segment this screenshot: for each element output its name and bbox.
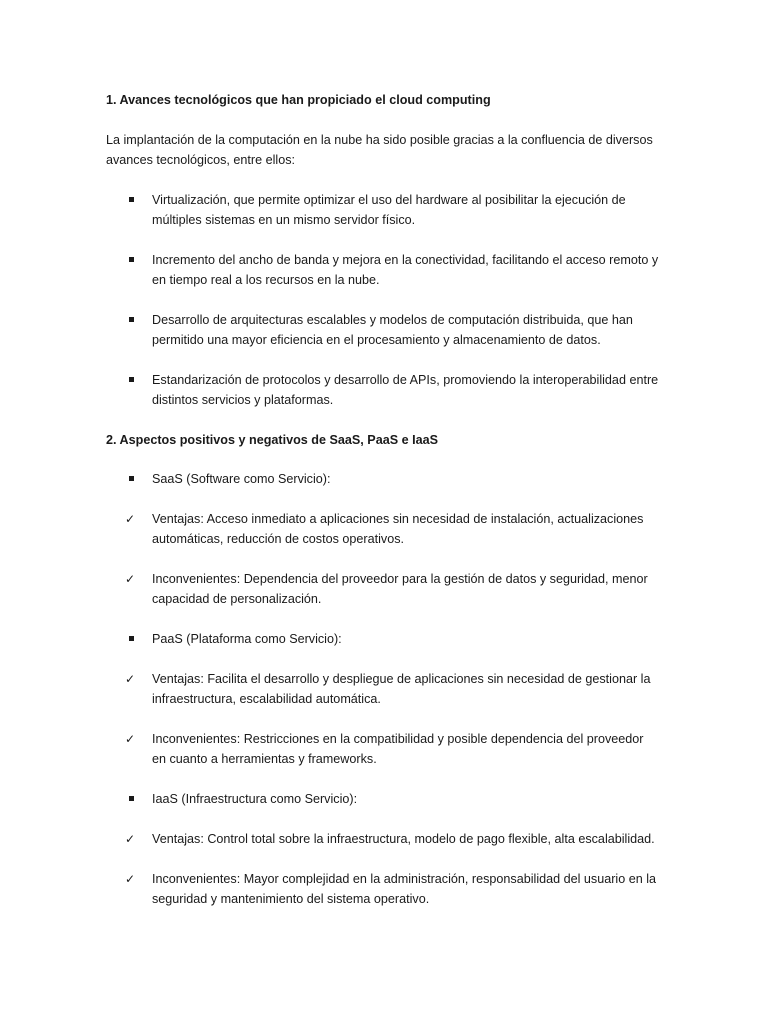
section-1-list: [106, 190, 666, 410]
checkmark-icon: ✓: [125, 732, 136, 746]
intro-line: La implantación de la computación en la nube ha sido posible gracias a la confluencia de diversos: [106, 133, 653, 147]
document-body: [106, 90, 666, 909]
square-bullet-icon: [126, 789, 142, 809]
section-2-heading: 2. Aspectos positivos y negativos de SaaS, PaaS e IaaS: [106, 433, 439, 447]
checkmark-icon: ✓: [125, 512, 136, 526]
square-bullet-icon: [126, 469, 142, 489]
checkmark-icon: ✓: [125, 872, 136, 886]
list-item-line: Desarrollo de arquitecturas escalables y modelos de computación distribuida, que han: [152, 313, 633, 327]
list-item-line: PaaS (Plataforma como Servicio):: [152, 632, 342, 646]
list-item-line: Ventajas: Control total sobre la infraestructura, modelo de pago flexible, alta escalabilidad.: [152, 832, 655, 846]
list-item: [106, 629, 666, 649]
list-item: [106, 729, 666, 769]
list-item-line: Inconvenientes: Dependencia del proveedor para la gestión de datos y seguridad, menor: [152, 572, 648, 586]
section-1-heading: 1. Avances tecnológicos que han propiciado el cloud computing: [106, 93, 491, 107]
list-item: [106, 869, 666, 909]
list-item-line: permitido una mayor eficiencia en el procesamiento y almacenamiento de datos.: [152, 333, 601, 347]
list-item-line: seguridad y mantenimiento del sistema operativo.: [152, 892, 430, 906]
list-item-line: SaaS (Software como Servicio):: [152, 472, 331, 486]
list-item: [106, 669, 666, 709]
list-item-line: Virtualización, que permite optimizar el uso del hardware al posibilitar la ejecución de: [152, 193, 626, 207]
list-item: [106, 190, 666, 230]
list-item-line: múltiples sistemas en un mismo servidor físico.: [152, 213, 416, 227]
list-item: [106, 789, 666, 809]
list-item-line: en tiempo real a los recursos en la nube.: [152, 273, 380, 287]
square-bullet-icon: [126, 629, 142, 649]
square-bullet-icon: [126, 250, 142, 270]
intro-line: avances tecnológicos, entre ellos:: [106, 153, 296, 167]
list-item-line: IaaS (Infraestructura como Servicio):: [152, 792, 358, 806]
square-bullet-icon: [126, 190, 142, 210]
list-item: [106, 250, 666, 290]
checkmark-icon: ✓: [125, 572, 136, 586]
list-item: [106, 829, 666, 849]
square-bullet-icon: [126, 370, 142, 390]
list-item: [106, 469, 666, 489]
list-item-line: distintos servicios y plataformas.: [152, 393, 334, 407]
list-item-line: Inconvenientes: Restricciones en la compatibilidad y posible dependencia del proveedor: [152, 732, 644, 746]
checkmark-icon: ✓: [125, 832, 136, 846]
checkmark-icon: ✓: [125, 672, 136, 686]
list-item: [106, 569, 666, 609]
list-item-line: Inconvenientes: Mayor complejidad en la administración, responsabilidad del usuario en la: [152, 872, 657, 886]
list-item-line: infraestructura, escalabilidad automática.: [152, 692, 381, 706]
list-item-line: Ventajas: Facilita el desarrollo y despliegue de aplicaciones sin necesidad de gestionar la: [152, 672, 651, 686]
list-item-line: Ventajas: Acceso inmediato a aplicaciones sin necesidad de instalación, actualizaciones: [152, 512, 644, 526]
square-bullet-icon: [126, 310, 142, 330]
list-item: [106, 370, 666, 410]
list-item: [106, 310, 666, 350]
list-item: [106, 509, 666, 549]
section-1-intro: [106, 130, 666, 170]
list-item-line: Estandarización de protocolos y desarrollo de APIs, promoviendo la interoperabilidad entre: [152, 373, 659, 387]
list-item-line: Incremento del ancho de banda y mejora en la conectividad, facilitando el acceso remoto y: [152, 253, 659, 267]
section-2-list: [106, 469, 666, 909]
list-item-line: automáticas, reducción de costos operativos.: [152, 532, 405, 546]
list-item-line: en cuanto a herramientas y frameworks.: [152, 752, 377, 766]
list-item-line: capacidad de personalización.: [152, 592, 322, 606]
